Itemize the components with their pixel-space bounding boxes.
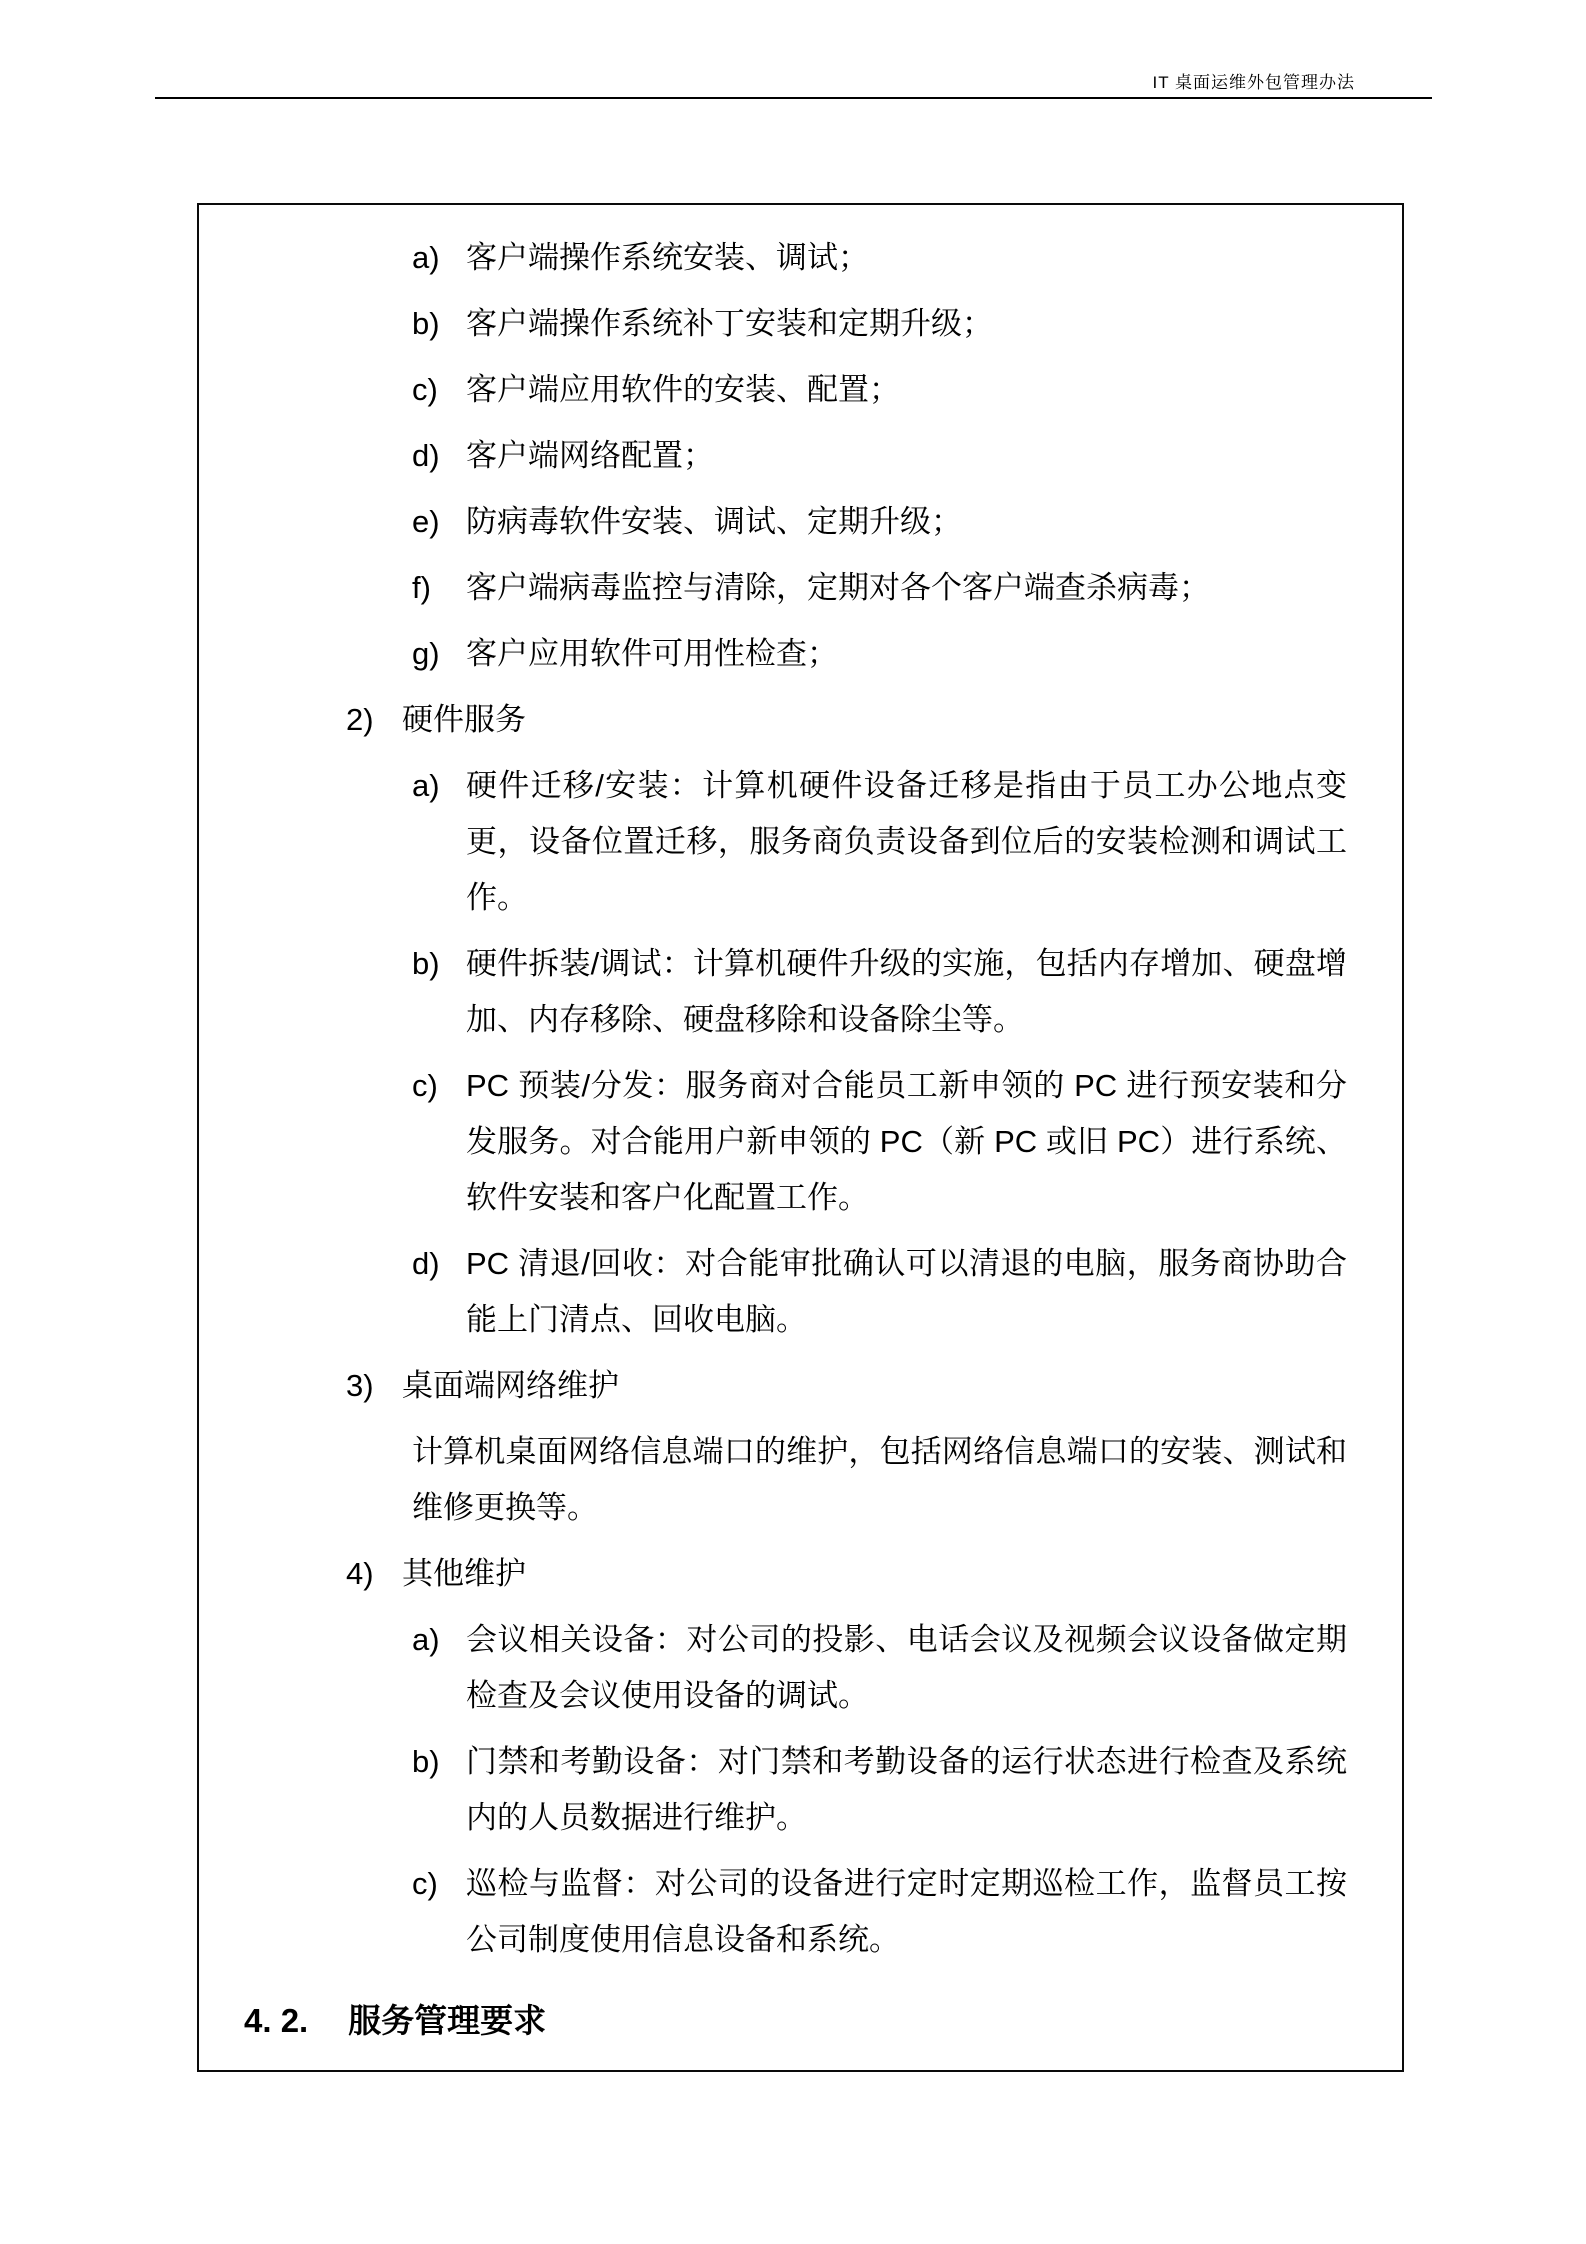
list-item [199,626,1402,682]
list-marker: d) [412,438,440,473]
list-item-text: 硬件迁移/安装：计算机硬件设备迁移是指由于员工办公地点变更，设备位置迁移，服务商负责设备到位后的安装检测和调试工作。 [466,768,1347,915]
list-marker: 2) [346,702,374,737]
section-heading [199,1992,1402,2050]
list-marker: e) [412,504,440,539]
running-title: IT 桌面运维外包管理办法 [1152,73,1355,92]
list-item-text: 巡检与监督：对公司的设备进行定时定期巡检工作，监督员工按公司制度使用信息设备和系统。 [466,1866,1347,1957]
list-item [199,428,1402,484]
numbered-section-item [199,1358,1402,1414]
list-item-text: PC 清退/回收：对合能审批确认可以清退的电脑，服务商协助合能上门清点、回收电脑。 [466,1246,1347,1337]
list-marker: b) [412,946,440,981]
list-item-text: 客户端操作系统安装、调试； [466,240,869,275]
list-item-text: PC 预装/分发：服务商对合能员工新申领的 PC 进行预安装和分发服务。对合能用户新申领的 PC（新 PC 或旧 PC）进行系统、软件安装和客户化配置工作。 [466,1068,1348,1215]
section-heading-number: 4. 2. [244,2002,309,2039]
list-marker: a) [412,240,440,275]
list-item [199,1058,1402,1226]
list-item-text: 客户端操作系统补丁安装和定期升级； [466,306,993,341]
list-item [199,1612,1402,1724]
list-item-text: 客户端网络配置； [466,438,714,473]
content-frame [197,203,1404,2072]
list-item [199,936,1402,1048]
list-item-text: 客户端病毒监控与清除，定期对各个客户端查杀病毒； [466,570,1210,605]
list-item-text: 客户端应用软件的安装、配置； [466,372,900,407]
page-header [155,0,1432,99]
section-heading-label: 服务管理要求 [348,2002,547,2039]
list-item-text: 防病毒软件安装、调试、定期升级； [466,504,962,539]
numbered-section-item [199,692,1402,748]
list-item [199,494,1402,550]
list-marker: c) [412,1068,438,1103]
list-item [199,230,1402,286]
list-item-text: 门禁和考勤设备：对门禁和考勤设备的运行状态进行检查及系统内的人员数据进行维护。 [466,1744,1347,1835]
list-marker: f) [412,570,431,605]
list-item [199,296,1402,352]
body-paragraph [199,1424,1402,1536]
list-marker: a) [412,1622,440,1657]
list-item [199,1734,1402,1846]
list-marker: b) [412,306,440,341]
list-item-text: 客户应用软件可用性检查； [466,636,838,671]
section-title: 其他维护 [402,1556,526,1591]
list-item [199,758,1402,926]
list-marker: g) [412,636,440,671]
list-item [199,560,1402,616]
paragraph-text: 计算机桌面网络信息端口的维护，包括网络信息端口的安装、测试和维修更换等。 [412,1434,1347,1525]
list-item [199,362,1402,418]
list-marker: b) [412,1744,440,1779]
list-item-text: 会议相关设备：对公司的投影、电话会议及视频会议设备做定期检查及会议使用设备的调试。 [466,1622,1347,1713]
list-marker: 3) [346,1368,374,1403]
list-marker: c) [412,372,438,407]
list-marker: c) [412,1866,438,1901]
list-item [199,1856,1402,1968]
list-marker: 4) [346,1556,374,1591]
list-item [199,1236,1402,1348]
list-marker: a) [412,768,440,803]
section-title: 桌面端网络维护 [402,1368,619,1403]
numbered-section-item [199,1546,1402,1602]
list-item-text: 硬件拆装/调试：计算机硬件升级的实施，包括内存增加、硬盘增加、内存移除、硬盘移除和设备除尘等。 [466,946,1347,1037]
list-marker: d) [412,1246,440,1281]
section-title: 硬件服务 [402,702,526,737]
